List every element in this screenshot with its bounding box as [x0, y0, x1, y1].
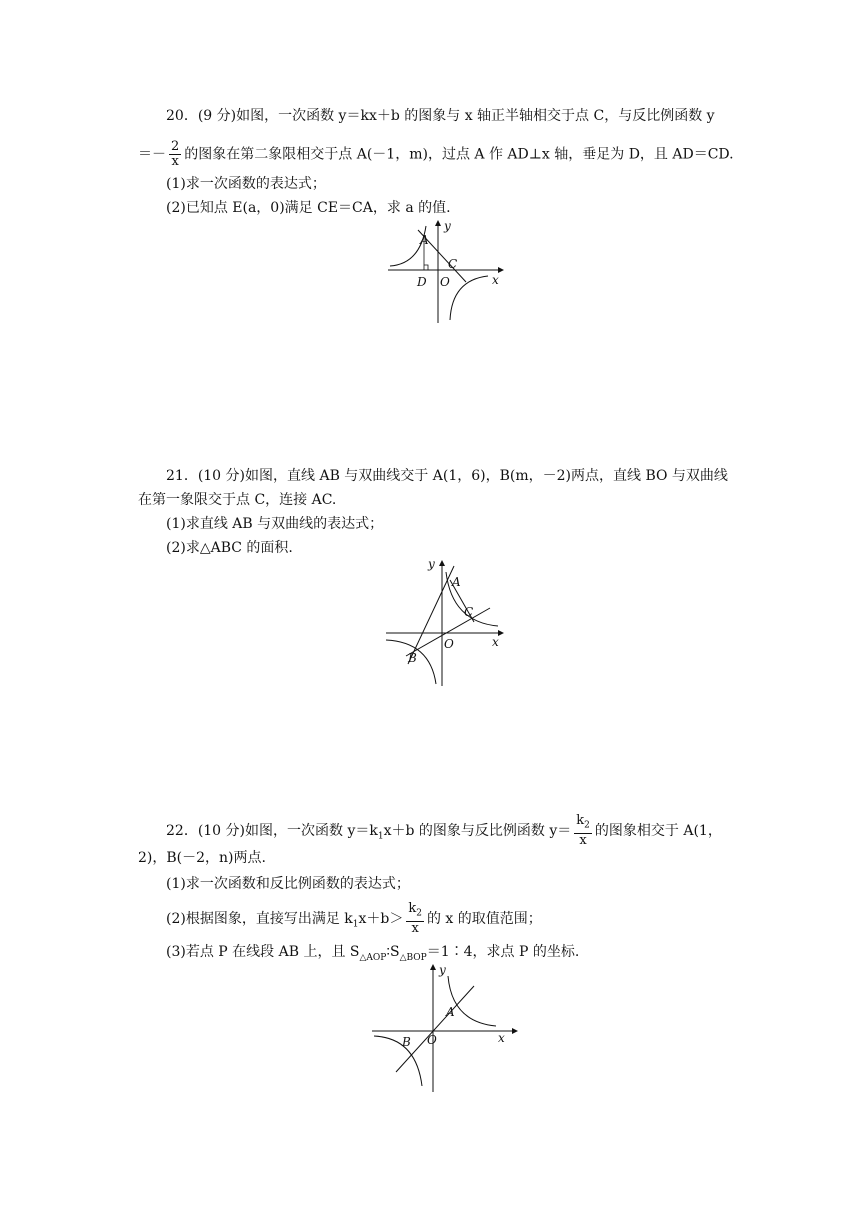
- q22-frac-den: x: [579, 832, 587, 848]
- q22-line1-pre: 22．(10 分)如图，一次函数 y＝k: [166, 822, 378, 839]
- q20-label-x: x: [492, 273, 499, 287]
- q20-line1: 20．(9 分)如图，一次函数 y＝kx＋b 的图象与 x 轴正半轴相交于点 C，与反比例函数 y: [166, 108, 715, 124]
- q21-sub1: (1)求直线 AB 与双曲线的表达式；: [166, 516, 384, 532]
- q22-hyperbola-left: [374, 1036, 422, 1086]
- q20-sub1: (1)求一次函数的表达式；: [166, 176, 326, 192]
- q22-label-x: x: [498, 1031, 505, 1045]
- q20-x-arrow: [498, 267, 504, 273]
- q21-label-o: O: [444, 637, 454, 651]
- q22-line1-sub: 1: [377, 831, 384, 842]
- q20-right-angle: [424, 265, 428, 270]
- q22-sub2-frac-num-k: k: [408, 901, 417, 916]
- q21-y-arrow: [439, 560, 445, 566]
- q22-line-ab: [396, 986, 474, 1072]
- q20-sub2: (2)已知点 E(a，0)满足 CE＝CA，求 a 的值.: [166, 200, 451, 216]
- q20-label-c: C: [448, 257, 458, 271]
- q22-hyperbola-right: [448, 976, 496, 1026]
- q21-figure: [386, 558, 506, 688]
- q22-figure: [372, 962, 522, 1094]
- q20-y-arrow: [435, 220, 441, 226]
- q20-line2: [138, 140, 734, 169]
- q22-label-o: O: [427, 1033, 437, 1047]
- q22-label-y: y: [439, 963, 446, 977]
- q20-frac-num: 2: [171, 139, 180, 154]
- q22-sub2-sub: 1: [352, 919, 359, 930]
- q21-x-arrow: [498, 630, 504, 636]
- q20-line2-pre: ＝－: [138, 146, 166, 163]
- q22-sub3-post: ＝1∶4，求点 P 的坐标.: [426, 944, 580, 960]
- q21-label-a: A: [452, 575, 461, 589]
- q21-label-c: C: [464, 605, 474, 619]
- q22-line2: 2)，B(－2，n)两点.: [138, 850, 266, 866]
- q22-sub3-mid: ∶S: [386, 944, 400, 960]
- q22-sub3-s1: △AOP: [359, 952, 387, 963]
- q22-y-arrow: [430, 964, 436, 970]
- q22-sub3-pre: (3)若点 P 在线段 AB 上，且 S: [166, 944, 360, 960]
- q20-fraction: [169, 140, 181, 169]
- q21-line2: 在第一象限交于点 C，连接 AC.: [138, 492, 337, 508]
- q22-label-b: B: [402, 1035, 411, 1049]
- q22-frac-num-k: k: [576, 813, 585, 828]
- q20-label-a: A: [420, 233, 429, 247]
- q22-sub2: [166, 902, 542, 936]
- q22-sub2-frac-num: [406, 902, 424, 922]
- q20-line2-post: 的图象在第二象限相交于点 A(－1，m)，过点 A 作 AD⊥x 轴，垂足为 D，且 AD＝CD.: [184, 146, 734, 163]
- q22-sub2-frac-den: x: [411, 920, 419, 936]
- q22-sub2-fraction: [406, 902, 424, 936]
- q21-label-b: B: [408, 651, 417, 665]
- q22-frac-num-sub: 2: [584, 820, 590, 831]
- q21-label-x: x: [492, 635, 499, 649]
- q20-frac-den: x: [171, 154, 179, 169]
- q22-line1-post: 的图象相交于 A(1，: [594, 822, 722, 839]
- q22-label-a: A: [446, 1005, 455, 1019]
- q20-label-d: D: [417, 275, 427, 289]
- q20-label-y: y: [444, 219, 451, 233]
- q22-sub3-s2: △BOP: [399, 952, 427, 963]
- q22-frac-num: [574, 814, 592, 834]
- q22-line1: [166, 814, 722, 848]
- q22-sub2-post: 的 x 的取值范围；: [426, 910, 542, 927]
- q22-sub2-mid: x＋b＞: [358, 910, 404, 927]
- q22-sub2-frac-num-sub: 2: [416, 908, 422, 919]
- q20-hyperbola-right: [450, 276, 488, 320]
- q22-sub2-pre: (2)根据图象，直接写出满足 k: [166, 910, 353, 927]
- q21-label-y: y: [428, 557, 435, 571]
- q21-sub2: (2)求△ABC 的面积.: [166, 540, 293, 556]
- q20-figure: [388, 218, 503, 326]
- q22-x-arrow: [512, 1028, 518, 1034]
- q22-fraction: [574, 814, 592, 848]
- q22-line1-mid: x＋b 的图象与反比例函数 y＝: [383, 822, 572, 839]
- q21-line1: 21．(10 分)如图，直线 AB 与双曲线交于 A(1，6)，B(m，－2)两点，直线 BO 与双曲线: [166, 468, 728, 484]
- q22-sub1: (1)求一次函数和反比例函数的表达式；: [166, 876, 410, 892]
- q20-label-o: O: [440, 275, 450, 289]
